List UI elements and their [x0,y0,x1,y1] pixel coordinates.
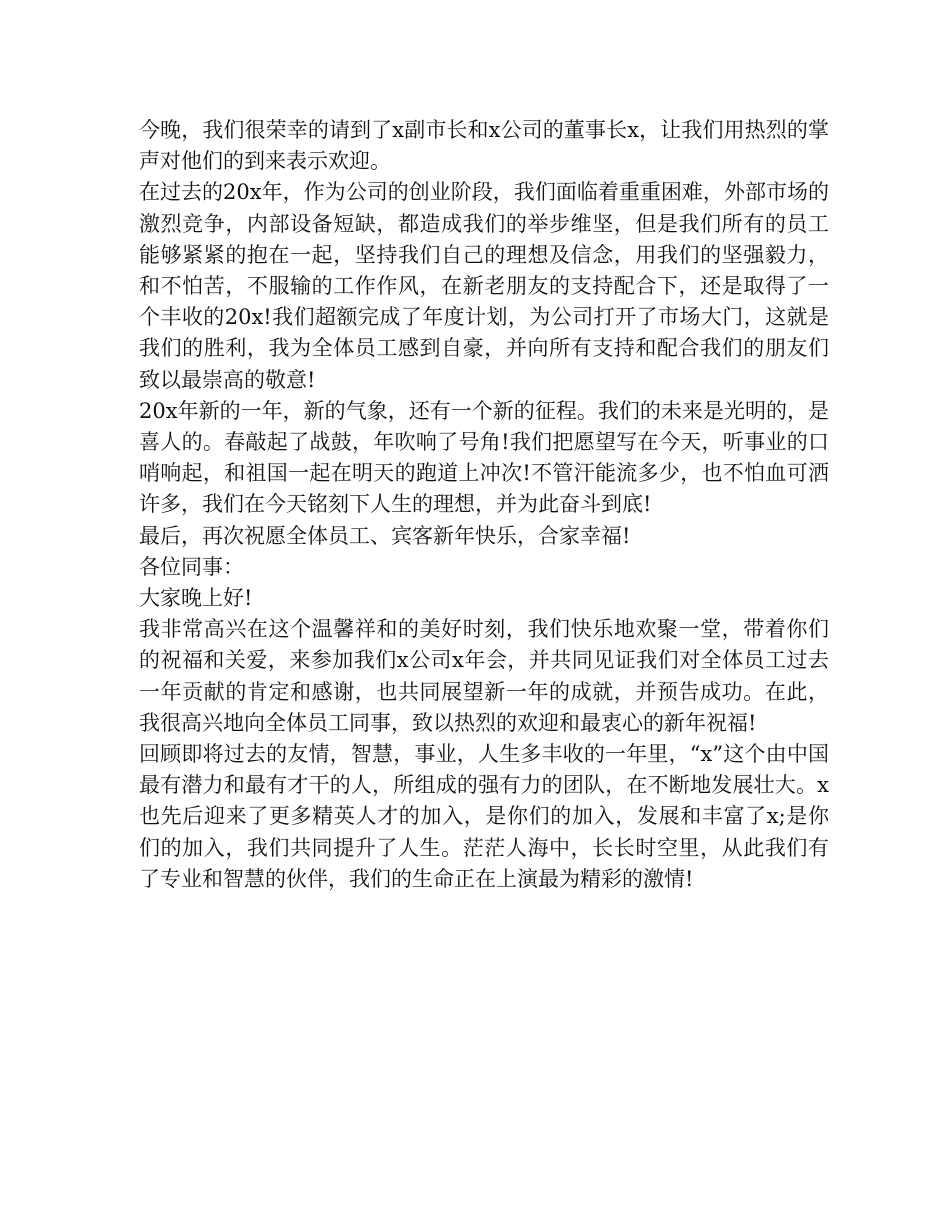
paragraph-welcome-guests: 今晚，我们很荣幸的请到了x副市长和x公司的董事长x，让我们用热烈的掌声对他们的到来表示欢迎。 [139,118,829,174]
paragraph-annual-meeting-welcome: 我非常高兴在这个温馨祥和的美好时刻，我们快乐地欢聚一堂，带着你们的祝福和关爱，来参加我们x公司x年会，并共同见证我们对全体员工过去一年贡献的肯定和感谢，也共同展望新一年的成就，并预告成功。在此，我很高兴地向全体员工同事，致以热烈的欢迎和最衷心的新年祝福! [139,617,829,735]
paragraph-salutation: 各位同事： [139,554,244,579]
paragraph-team-retrospective: 回顾即将过去的友情，智慧，事业，人生多丰收的一年里，“x”这个由中国最有潜力和最有才干的人，所组成的强有力的团队，在不断地发展壮大。x也先后迎来了更多精英人才的加入，是你们的加入，发展和丰富了x;是你们的加入，我们共同提升了人生。茫茫人海中，长长时空里，从此我们有了专业和智慧的伙伴，我们的生命正在上演最为精彩的激情! [139,742,829,891]
document-body [139,115,829,895]
paragraph-past-year-review: 在过去的20x年，作为公司的创业阶段，我们面临着重重困难，外部市场的激烈竞争，内部设备短缺，都造成我们的举步维坚，但是我们所有的员工能够紧紧的抱在一起，坚持我们自己的理想及信念，用我们的坚强毅力，和不怕苦，不服输的工作作风，在新老朋友的支持配合下，还是取得了一个丰收的20x!我们超额完成了年度计划，为公司打开了市场大门，这就是我们的胜利，我为全体员工感到自豪，并向所有支持和配合我们的朋友们致以最崇高的敬意! [139,180,829,392]
paragraph-new-year-outlook: 20x年新的一年，新的气象，还有一个新的征程。我们的未来是光明的，是喜人的。春敲起了战鼓，年吹响了号角!我们把愿望写在今天，听事业的口哨响起，和祖国一起在明天的跑道上冲次!不管汗能流多少，也不怕血可洒许多，我们在今天铭刻下人生的理想，并为此奋斗到底! [139,398,829,517]
paragraph-greeting: 大家晚上好! [139,586,253,611]
paragraph-closing-wishes: 最后，再次祝愿全体员工、宾客新年快乐，合家幸福! [139,523,631,548]
